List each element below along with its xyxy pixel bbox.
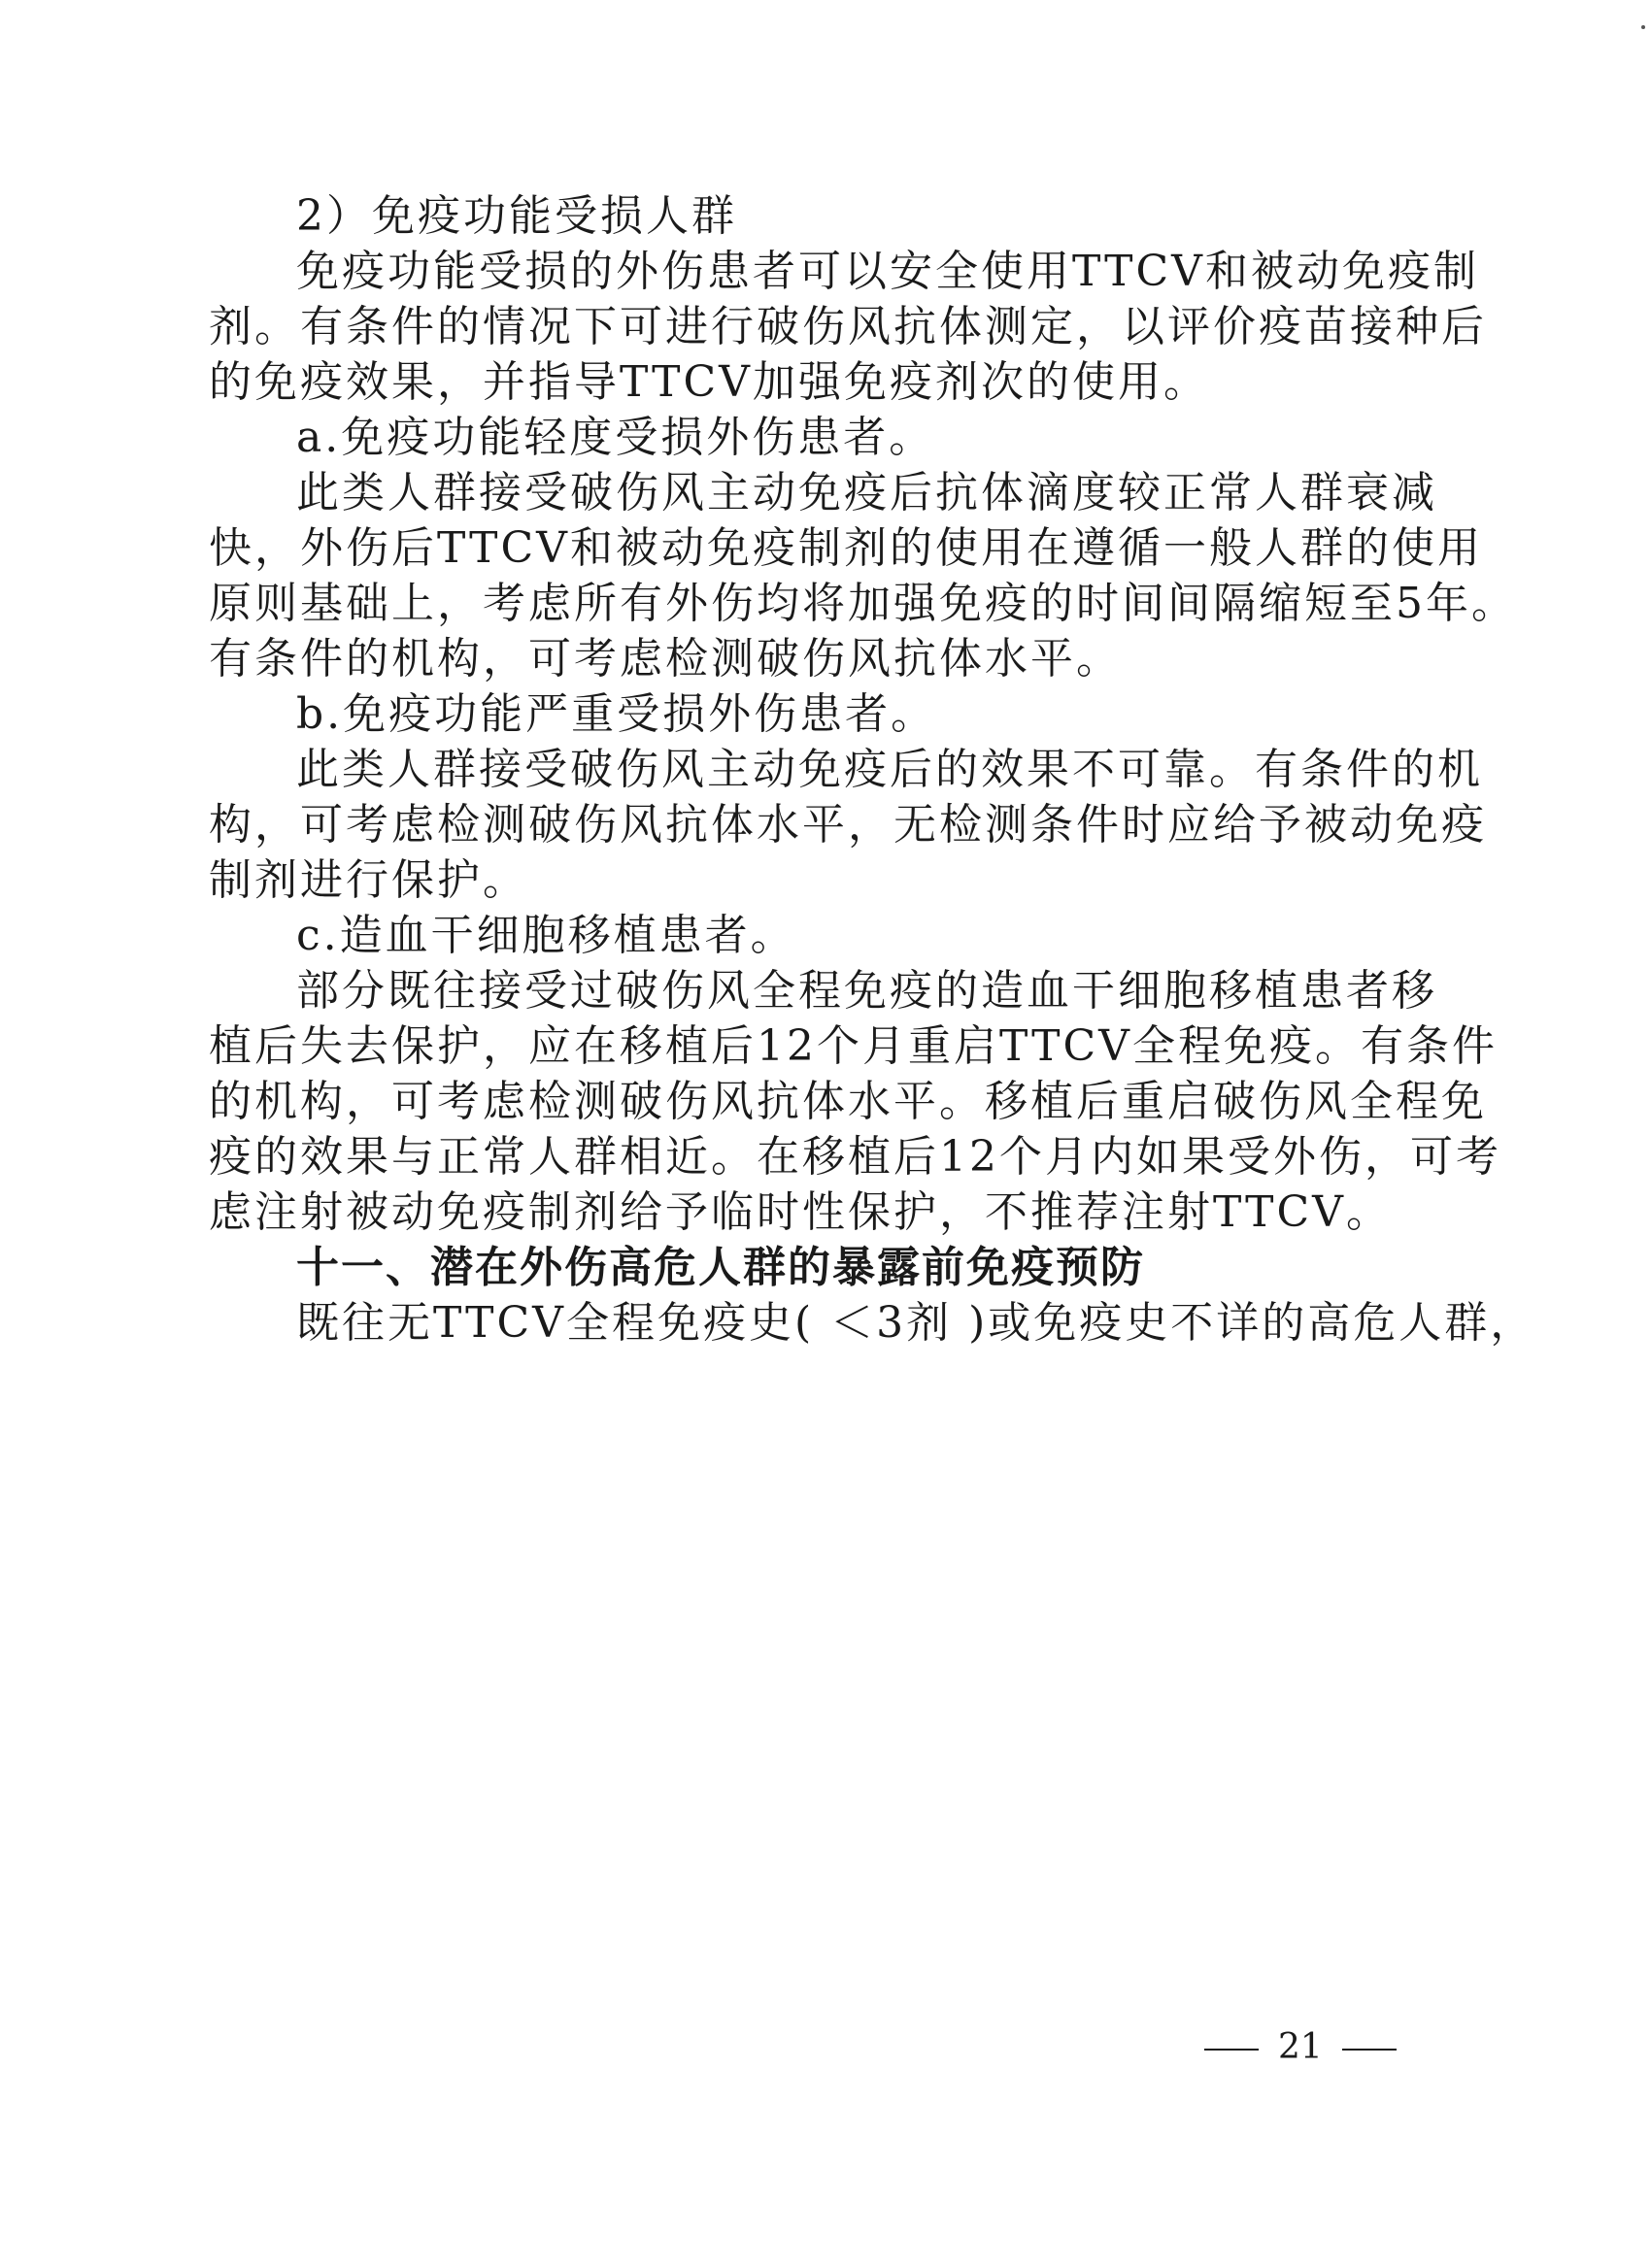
dash-left [1204, 2049, 1259, 2051]
paragraph-line: 此类人群接受破伤风主动免疫后抗体滴度较正常人群衰减 [296, 468, 1437, 517]
section-heading-11: 十一、潜在外伤高危人群的暴露前免疫预防 [296, 1243, 1145, 1292]
item-heading-hsct: c.造血干细胞移植患者。 [296, 911, 796, 960]
paragraph-line: 原则基础上，考虑所有外伤均将加强免疫的时间间隔缩短至5年。 [209, 579, 1517, 628]
paragraph-line: 有条件的机构，可考虑检测破伤风抗体水平。 [209, 634, 1122, 684]
paragraph-line: 的免疫效果，并指导TTCV加强免疫剂次的使用。 [209, 357, 1209, 407]
item-heading-mild: a.免疫功能轻度受损外伤患者。 [296, 413, 935, 462]
paragraph-line: 部分既往接受过破伤风全程免疫的造血干细胞移植患者移 [296, 966, 1437, 1016]
page-footer [1204, 2024, 1397, 2071]
paragraph-line: 剂。有条件的情况下可进行破伤风抗体测定，以评价疫苗接种后 [209, 302, 1487, 351]
page-number: 21 [1278, 2027, 1323, 2067]
paragraph-line: 植后失去保护，应在移植后12个月重启TTCV全程免疫。有条件 [209, 1021, 1498, 1071]
paragraph-line: 疫的效果与正常人群相近。在移植后12个月内如果受外伤，可考 [209, 1132, 1501, 1182]
paragraph-line: 制剂进行保护。 [209, 855, 528, 905]
paragraph-line: 既往无TTCV全程免疫史( ＜3剂 )或免疫史不详的高危人群， [296, 1298, 1536, 1348]
paragraph-line: 虑注射被动免疫制剂给予临时性保护，不推荐注射TTCV。 [209, 1187, 1392, 1237]
paragraph-line: 的机构，可考虑检测破伤风抗体水平。移植后重启破伤风全程免 [209, 1077, 1487, 1126]
subsection-heading-immunocompromised: 2）免疫功能受损人群 [296, 191, 737, 241]
paragraph-line: 构，可考虑检测破伤风抗体水平，无检测条件时应给予被动免疫 [209, 800, 1487, 850]
dash-right [1342, 2049, 1397, 2051]
paragraph-line: 此类人群接受破伤风主动免疫后的效果不可靠。有条件的机 [296, 745, 1483, 794]
item-heading-severe: b.免疫功能严重受损外伤患者。 [296, 689, 937, 739]
scan-speck [1641, 25, 1645, 29]
paragraph-line: 免疫功能受损的外伤患者可以安全使用TTCV和被动免疫制 [296, 247, 1479, 296]
paragraph-line: 快，外伤后TTCV和被动免疫制剂的使用在遵循一般人群的使用 [209, 523, 1483, 573]
